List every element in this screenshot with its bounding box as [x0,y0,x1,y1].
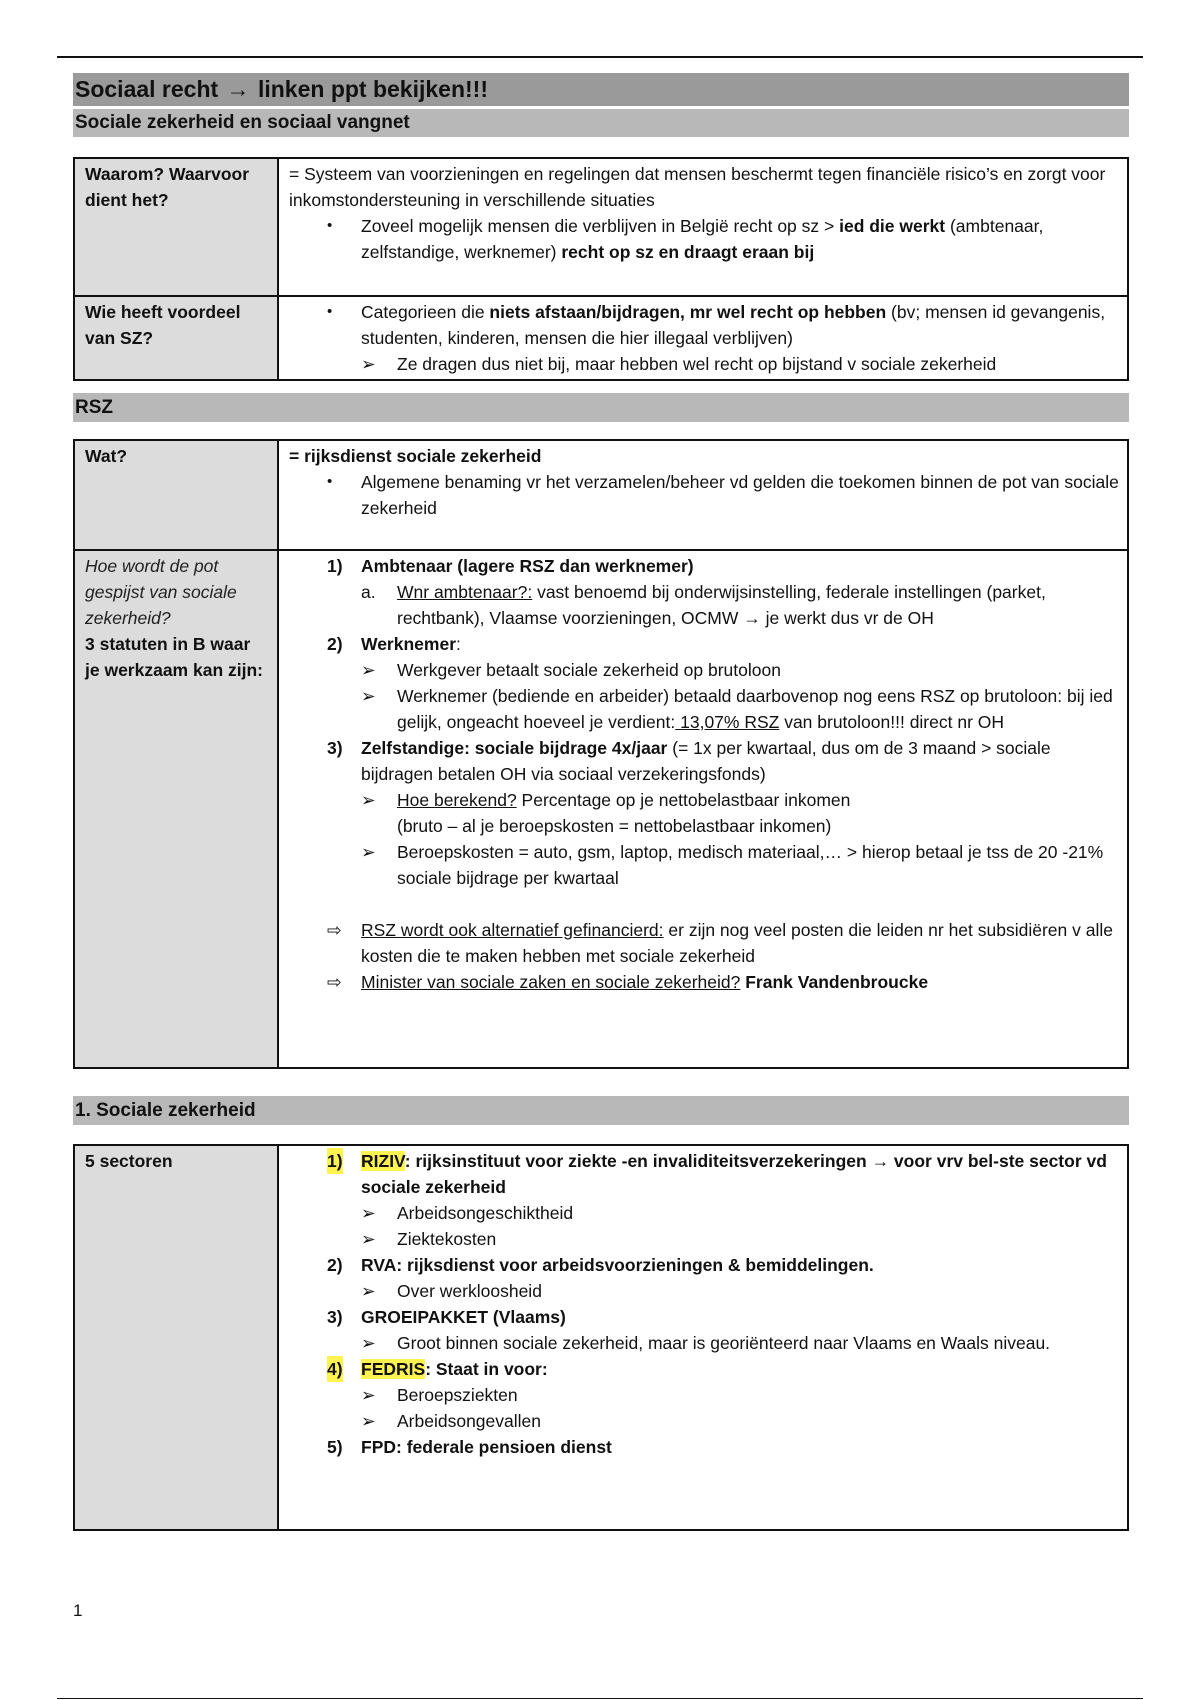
list-item [289,579,1119,631]
right-arrow-icon: → [226,76,250,102]
row-label-voordeel: Wie heeft voordeel van SZ? [74,296,278,380]
list-item [289,553,1119,579]
list-item [289,787,1119,839]
underlined-text: 13,07% RSZ [675,712,780,732]
row-content-sectoren [278,1145,1128,1530]
arrow-bullet-icon: ➢ [361,1333,376,1353]
list-number: 2) [327,1255,343,1275]
arrow-bullet-icon: ➢ [361,1281,376,1301]
bullet-icon: • [327,217,333,234]
underlined-text: Wnr ambtenaar?: [397,582,533,602]
text: RVA: rijksdienst voor arbeidsvoorzieningen & bemiddelingen. [361,1255,874,1275]
text: : [456,634,461,654]
text: van brutoloon!!! direct nr OH [779,712,1005,732]
highlighted-text: RIZIV [361,1151,405,1171]
list-item [289,299,1119,351]
text: Zoveel mogelijk mensen die verblijven in België recht op sz > [361,216,840,236]
arrow-bullet-icon: ➢ [361,1385,376,1405]
text: Algemene benaming vr het verzamelen/beheer vd gelden die toekomen binnen de pot van sociale zekerheid [361,472,1119,518]
text: Ze dragen dus niet bij, maar hebben wel recht op bijstand v sociale zekerheid [397,354,997,374]
row-content-waarom [278,158,1128,296]
arrow-bullet-icon: ➢ [361,790,376,810]
table-row [74,296,1128,380]
text: Werkgever betaalt sociale zekerheid op brutoloon [397,660,781,680]
list-item [289,917,1119,969]
table-row [74,440,1128,550]
bold-text: recht op sz en draagt eraan bij [561,242,815,262]
list-item [289,735,1119,787]
text: Categorieen die [361,302,490,322]
list-item [289,1408,1119,1434]
list-number: 2) [327,634,343,654]
bold-text: niets afstaan/bijdragen, mr wel recht op hebben [489,302,887,322]
list-item [289,1382,1119,1408]
text: voor vrv bel-ste sector vd sociale zekerheid [361,1151,1107,1197]
list-number: 3) [327,1307,343,1327]
underlined-text: Minister van sociale zaken en sociale zekerheid? [361,972,741,992]
text: Beroepskosten = auto, gsm, laptop, medisch materiaal,… > hierop betaal je tss de 20 -21% sociale bijdrage per kwartaal [397,842,1104,888]
table-sociale-zekerheid [73,157,1129,381]
top-rule [57,56,1143,58]
list-item [289,469,1119,521]
bold-text: Zelfstandige: sociale bijdrage 4x/jaar [361,738,668,758]
section-heading-rsz: RSZ [73,393,1129,422]
title-left: Sociaal recht [75,76,219,102]
list-item [289,969,1119,995]
row-label-wat: Wat? [74,440,278,550]
hollow-arrow-icon: ⇨ [327,972,342,992]
arrow-bullet-icon: ➢ [361,354,376,374]
list-item [289,683,1119,735]
text: vast benoemd bij onderwijsinstelling, federale instellingen (parket, rechtbank), Vlaamse voorzieningen, OCMW [397,582,1046,628]
text: Percentage op je nettobelastbaar inkomen [516,790,851,810]
row-label-financiering [74,550,278,1068]
page-number: 1 [73,1601,83,1620]
list-item [289,351,1119,377]
text: Arbeidsongevallen [397,1411,541,1431]
list-number: 1) [327,1148,343,1174]
list-item [289,1278,1119,1304]
highlighted-text: FEDRIS [361,1359,426,1379]
table-row [74,550,1128,1068]
list-item [289,1200,1119,1226]
table-row [74,1145,1128,1530]
list-item [289,1148,1119,1200]
right-arrow-icon: → [743,608,761,628]
text: GROEIPAKKET (Vlaams) [361,1307,566,1327]
list-item [289,213,1119,265]
list-number: 1) [327,556,343,576]
bullet-icon: • [327,303,333,320]
list-item [289,839,1119,891]
arrow-bullet-icon: ➢ [361,1229,376,1249]
underlined-text: RSZ wordt ook alternatief gefinancierd: [361,920,664,940]
row-content-voordeel [278,296,1128,380]
arrow-bullet-icon: ➢ [361,686,376,706]
list-number: 4) [327,1356,343,1382]
list-item [289,657,1119,683]
bold-text: Werknemer [361,634,457,654]
definition: = rijksdienst sociale zekerheid [289,446,542,466]
page-title [73,73,1129,106]
row-content-financiering [278,550,1128,1068]
table-sectoren [73,1144,1129,1531]
bold-text: Ambtenaar (lagere RSZ dan werknemer) [361,556,694,576]
list-item [289,1434,1119,1460]
arrow-bullet-icon: ➢ [361,1203,376,1223]
list-item [289,1226,1119,1252]
row-label-sectoren: 5 sectoren [74,1145,278,1530]
text: FPD: federale pensioen dienst [361,1437,612,1457]
list-item [289,1304,1119,1330]
list-item [289,631,1119,657]
text: (bv; mensen id gevangenis, studenten, kinderen, mensen die hier illegaal verblijven) [361,302,1106,348]
text: (= 1x per kwartaal, dus om de 3 maand > sociale bijdragen betalen OH via sociaal verzekeringsfonds) [361,738,1051,784]
text: Arbeidsongeschiktheid [397,1203,574,1223]
text: Ziektekosten [397,1229,497,1249]
text: : Staat in voor: [425,1359,548,1379]
list-number: 3) [327,738,343,758]
table-row [74,158,1128,296]
text: : rijksinstituut voor ziekte -en invaliditeitsverzekeringen [404,1151,872,1171]
text: Werknemer (bediende en arbeider) betaald daarbovenop nog eens RSZ op brutoloon: bij ied gelijk, ongeacht hoeveel je verdient: [397,686,1113,732]
title-right: linken ppt bekijken!!! [257,76,488,102]
arrow-bullet-icon: ➢ [361,660,376,680]
text: (bruto – al je beroepskosten = nettobelastbaar inkomen) [397,816,832,836]
bottom-rule [57,1698,1143,1699]
hollow-arrow-icon: ⇨ [327,920,342,940]
section-heading-sociale-zekerheid: 1. Sociale zekerheid [73,1096,1129,1125]
text: (ambtenaar, zelfstandige, werknemer) [361,216,1044,262]
row-label-waarom: Waarom? Waarvoor dient het? [74,158,278,296]
page-subtitle: Sociale zekerheid en sociaal vangnet [73,109,1129,137]
list-item [289,1356,1119,1382]
row-content-wat [278,440,1128,550]
bold-text: Frank Vandenbroucke [740,972,929,992]
label-question: Hoe wordt de pot gespijst van sociale zekerheid? [85,556,237,628]
bold-text: ied die werkt [839,216,946,236]
list-letter: a. [361,582,376,602]
list-item [289,1330,1119,1356]
text: Beroepsziekten [397,1385,518,1405]
label-statutes: 3 statuten in B waar je werkzaam kan zijn: [85,634,263,680]
arrow-bullet-icon: ➢ [361,842,376,862]
table-rsz [73,439,1129,1069]
underlined-text: Hoe berekend? [397,790,517,810]
text: Groot binnen sociale zekerheid, maar is georiënteerd naar Vlaams en Waals niveau. [397,1333,1051,1353]
text: er zijn nog veel posten die leiden nr het subsidiëren v alle kosten die te maken hebben met sociale zekerheid [361,920,1113,966]
list-item [289,1252,1119,1278]
bullet-icon: • [327,473,333,490]
right-arrow-icon: → [871,1151,890,1171]
arrow-bullet-icon: ➢ [361,1411,376,1431]
text: Over werkloosheid [397,1281,542,1301]
intro-text: = Systeem van voorzieningen en regelingen dat mensen beschermt tegen financiële risico’s en zorgt voor inkomstondersteuning in verschillende situaties [289,164,1106,210]
text: je werkt dus vr de OH [760,608,934,628]
list-number: 5) [327,1437,343,1457]
